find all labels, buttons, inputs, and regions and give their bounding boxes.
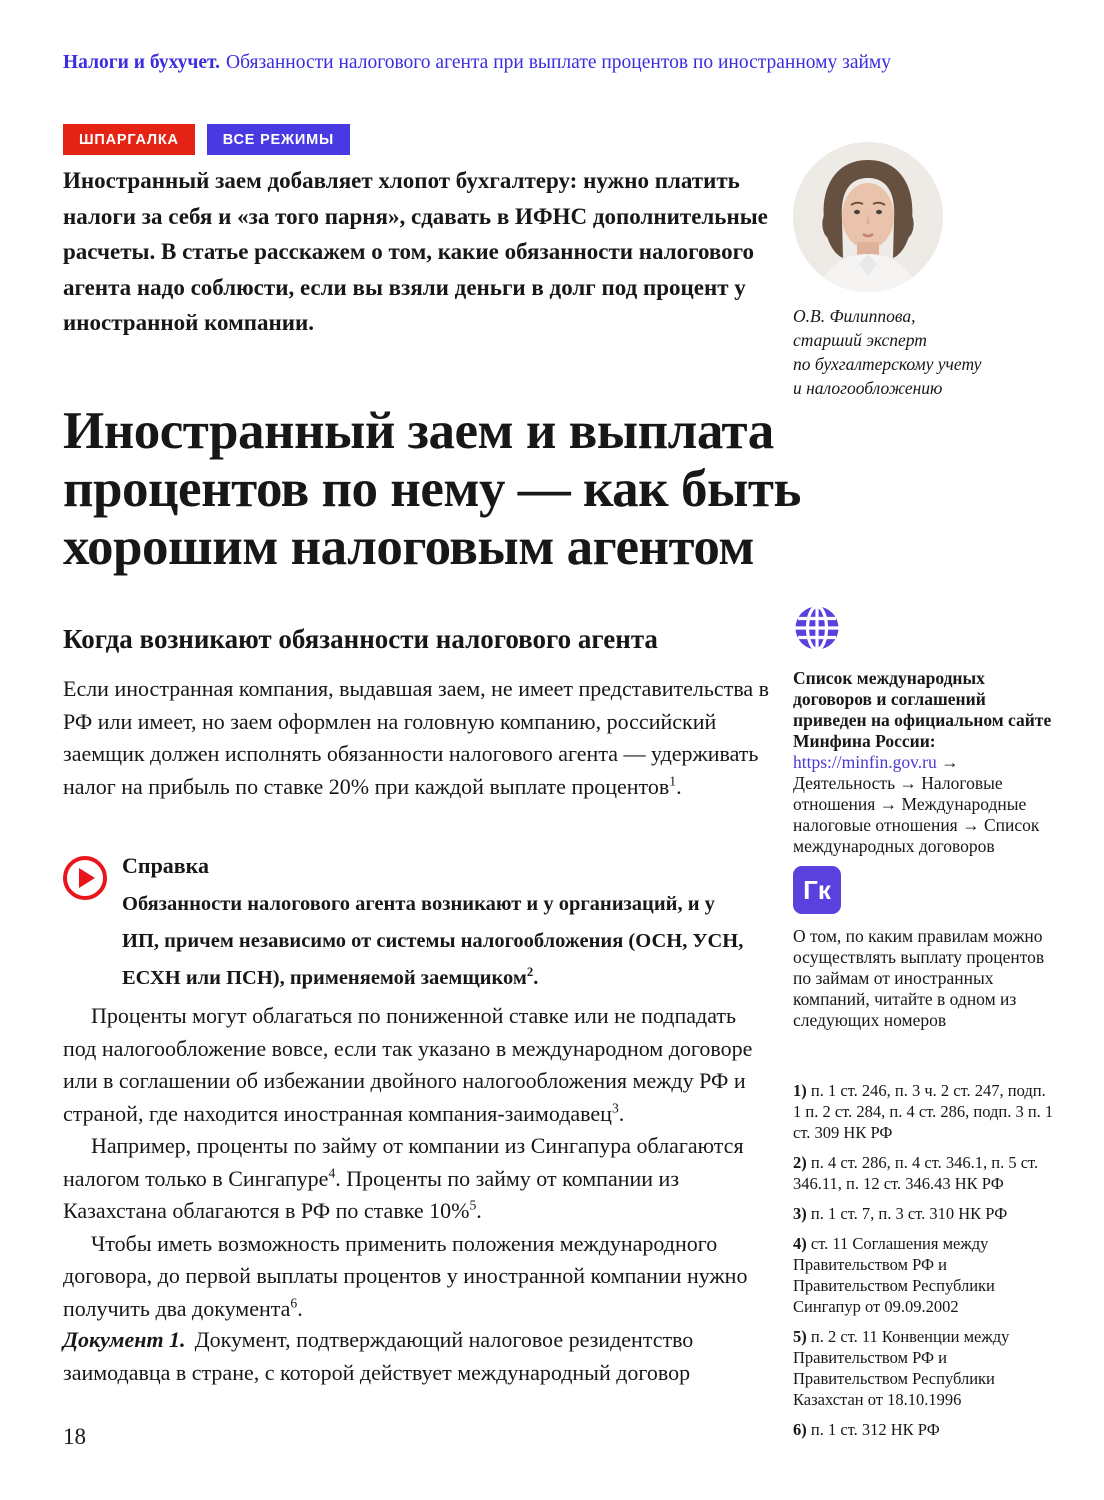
globe-icon xyxy=(793,604,841,652)
author-caption-line: по бухгалтерскому учету xyxy=(793,354,982,374)
arrow-glyph: → xyxy=(941,752,959,772)
footnote-number: 5) xyxy=(793,1327,807,1346)
footnotes-list xyxy=(793,1080,1055,1449)
footnote-number: 6) xyxy=(793,1420,807,1439)
spravka-callout xyxy=(63,853,775,997)
rubric-label: Налоги и бухучет. xyxy=(63,52,221,73)
badge-vse-rezhimy: ВСЕ РЕЖИМЫ xyxy=(207,124,350,155)
badges-row xyxy=(63,124,350,155)
body-paragraph-2: Проценты могут облагаться по пониженной ставке или не подпадать под налогообложение вовсе, если так указано в международном договоре или в соглашении об избежании двойного налогообложения между РФ и страной, где находится иностранная компания-заимодавец$^3$. xyxy=(63,1003,753,1126)
article-title-line: Иностранный заем и выплата xyxy=(63,402,774,460)
author-block xyxy=(793,142,1055,400)
sidebar-note-minfin xyxy=(793,604,1055,857)
footnote-item xyxy=(793,1326,1055,1410)
article-title-line: процентов по нему — как быть xyxy=(63,460,801,518)
sidebar-link-line xyxy=(793,752,1055,773)
footnote-item xyxy=(793,1419,1055,1440)
article-title-line: хорошим налоговым агентом xyxy=(63,518,754,576)
footnote-number: 1) xyxy=(793,1081,807,1100)
minfin-link[interactable]: https://minfin.gov.ru xyxy=(793,752,937,772)
article-title xyxy=(63,402,1003,576)
footnote-text: п. 1 ст. 246, п. 3 ч. 2 ст. 247, подп. 1 п. 2 ст. 284, п. 4 ст. 286, подп. 3 п. 1 ст. 309 НК РФ xyxy=(793,1081,1054,1142)
play-triangle-icon xyxy=(79,868,95,888)
body-paragraph-1: Если иностранная компания, выдавшая заем, не имеет представительства в РФ или имеет, но заем оформлен на головную компанию, российский заемщик должен исполнять обязанности налогового агента — удерживать налог на прибыль по ставке 20% при каждой выплате процентов$^1$. xyxy=(63,676,770,799)
body-paragraph-4: Чтобы иметь возможность применить положения международного договора, до первой выплаты процентов у иностранной компании нужно получить два документа$^6$. xyxy=(63,1230,748,1321)
footnote-number: 4) xyxy=(793,1234,807,1253)
footnote-item xyxy=(793,1152,1055,1194)
footnote-text: ст. 11 Соглашения между Правительством РФ и Правительством Республики Сингапур от 09.09.2002 xyxy=(793,1234,995,1316)
author-caption-line: и налогообложению xyxy=(793,378,943,398)
page-number: 18 xyxy=(63,1424,86,1449)
footnote-item xyxy=(793,1080,1055,1143)
footnote-number: 2) xyxy=(793,1153,807,1172)
body-paragraph-5: Документ 1. Документ, подтверждающий налоговое резидентство заимодавца в стране, с которой действует международный договор xyxy=(63,1327,694,1385)
sidebar-note-next-issues xyxy=(793,866,1055,1031)
author-caption-line: О.В. Филиппова, xyxy=(793,306,916,326)
running-head xyxy=(63,52,1043,74)
footnote-text: п. 4 ст. 286, п. 4 ст. 346.1, п. 5 ст. 346.11, п. 12 ст. 346.43 НК РФ xyxy=(793,1153,1039,1193)
running-head-topic: Обязанности налогового агента при выплате процентов по иностранному займу xyxy=(226,52,892,73)
footnote-text: п. 2 ст. 11 Конвенции между Правительством РФ и Правительством Республики Казахстан от 18.10.1996 xyxy=(793,1327,1010,1409)
footnote-text: п. 1 ст. 7, п. 3 ст. 310 НК РФ xyxy=(810,1204,1008,1223)
author-caption-line: старший эксперт xyxy=(793,330,927,350)
spravka-text: Обязанности налогового агента возникают и у организаций, и у ИП, причем независимо от системы налогообложения (ОСН, УСН, ЕСХН или ПСН), применяемой заемщиком$^2$. xyxy=(122,893,744,989)
article-body-top xyxy=(63,623,773,803)
lead-paragraph: Иностранный заем добавляет хлопот бухгалтеру: нужно платить налоги за себя и «за того парня», сдавать в ИФНС дополнительные расчеты. В статье расскажем о том, какие обязанности налогового агента надо соблюсти, если вы взяли деньги в долг под процент у иностранной компании. xyxy=(63,168,768,335)
play-icon xyxy=(63,856,107,900)
article-body-middle xyxy=(63,1000,773,1325)
section-heading: Когда возникают обязанности налогового агента xyxy=(63,624,658,654)
footnote-item xyxy=(793,1203,1055,1224)
author-caption xyxy=(793,304,1055,400)
spravka-title: Справка xyxy=(122,853,210,878)
article-body-document1 xyxy=(63,1324,773,1389)
footnote-text: п. 1 ст. 312 НК РФ xyxy=(810,1420,940,1439)
sidebar-note-minfin-heading: Список международных договоров и соглашений приведен на официальном сайте Минфина России: xyxy=(793,668,1052,751)
sidebar-navigation-path: Деятельность → Налоговые отношения → Международные налоговые отношения → Список международных договоров xyxy=(793,773,1040,856)
author-photo xyxy=(793,142,943,292)
gk-logo-icon: Гк xyxy=(793,866,841,914)
portrait-illustration xyxy=(793,142,943,292)
spravka-content xyxy=(122,853,752,997)
footnote-item xyxy=(793,1233,1055,1317)
badge-shpargalka: ШПАРГАЛКА xyxy=(63,124,195,155)
footnote-number: 3) xyxy=(793,1204,807,1223)
body-paragraph-3: Например, проценты по займу от компании из Сингапура облагаются налогом только в Сингапуре$^4$. Проценты по займу от компании из Казахстана облагаются в РФ по ставке 10%$^5$. xyxy=(63,1133,744,1223)
sidebar-note-next-issues-text: О том, по каким правилам можно осуществлять выплату процентов по займам от иностранных компаний, читайте в одном из следующих номеров xyxy=(793,926,1045,1030)
